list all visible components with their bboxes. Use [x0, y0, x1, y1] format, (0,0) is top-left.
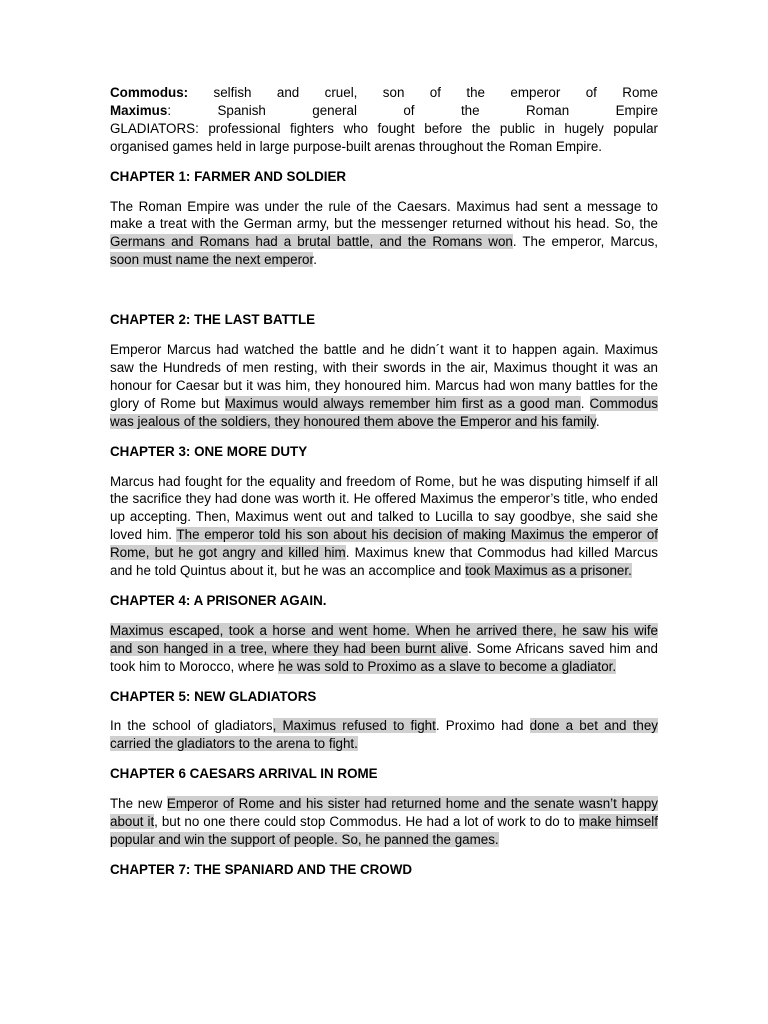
paragraph-text: . The emperor, Marcus,: [512, 234, 658, 250]
paragraph-text: Marcus had fought for the equality and freedom of Rome, but he was disputing himself if all the sacrifice they had done was worth it. He offered Maximus the emperor’s title, who ended up accepting. Then, Maximus went out and talked to Lucilla to say goodbye, she said she loved him.: [110, 473, 658, 543]
chapter-heading: CHAPTER 3: ONE MORE DUTY: [110, 443, 308, 459]
chapter-paragraph: [110, 473, 658, 580]
definition-commodus-text: selfish and cruel, son of the emperor of Rome: [188, 85, 658, 100]
highlighted-text: make himself popular and win the support of people. So, he panned the games.: [110, 814, 658, 847]
paragraph-text: , but no one there could stop Commodus. He had a lot of work to do to: [154, 814, 579, 830]
highlighted-text: soon must name the next emperor: [110, 252, 314, 268]
paragraph-text: .: [595, 413, 600, 429]
paragraph-text: . Proximo had: [435, 718, 530, 734]
chapter-paragraph: [110, 717, 658, 753]
definition-maximus: [110, 102, 658, 120]
chapter-heading: CHAPTER 5: NEW GLADIATORS: [110, 688, 317, 704]
paragraph-text: In the school of gladiators: [110, 718, 273, 734]
highlighted-text: Emperor of Rome and his sister had returned home and the senate wasn’t happy about it: [110, 796, 658, 830]
highlighted-text: he was sold to Proximo as a slave to become a gladiator.: [278, 658, 617, 674]
paragraph-text: The new: [110, 796, 167, 812]
chapter-paragraph: [110, 795, 658, 849]
highlighted-text: Maximus would always remember him first as a good man: [224, 395, 581, 411]
paragraph-text: The Roman Empire was under the rule of the Caesars. Maximus had sent a message to make a treat with the German army, but the messenger returned without his head. So, the: [110, 198, 658, 232]
highlighted-text: Germans and Romans had a brutal battle, and the Romans won: [110, 234, 513, 250]
chapter-heading: CHAPTER 2: THE LAST BATTLE: [110, 312, 316, 328]
definition-gladiators: GLADIATORS: professional fighters who fought before the public in hugely popular organised games held in large purpose-built arenas throughout the Roman Empire.: [110, 120, 658, 154]
paragraph-text: Emperor Marcus had watched the battle and he didn´t want it to happen again. Maximus saw the Hundreds of men resting, with their swords in the air, Maximus thought it was an honour for Caesar but it was him, they honoured him. Marcus had won many battles for the glory of Rome but: [110, 342, 658, 411]
chapter-paragraph: [110, 198, 658, 270]
definition-maximus-text: : Spanish general of the Roman Empire: [167, 102, 658, 118]
chapter-heading: CHAPTER 4: A PRISONER AGAIN.: [110, 592, 327, 608]
highlighted-text: done a bet and they carried the gladiators to the arena to fight.: [110, 718, 658, 752]
definition-commodus: [110, 84, 658, 102]
paragraph-text: . Some Africans saved him and took him to Morocco, where: [110, 640, 658, 674]
chapter-paragraph: [110, 341, 658, 431]
document-body: [110, 84, 658, 879]
paragraph-text: .: [580, 395, 590, 411]
chapter-heading: CHAPTER 7: THE SPANIARD AND THE CROWD: [110, 861, 413, 877]
chapter-heading: CHAPTER 1: FARMER AND SOLDIER: [110, 168, 347, 184]
highlighted-text: The emperor told his son about his decision of making Maximus the emperor of Rome, but he got angry and killed him: [110, 527, 658, 561]
highlighted-text: Maximus escaped, took a horse and went home. When he arrived there, he saw his wife and son hanged in a tree, where they had been burnt alive: [110, 622, 658, 656]
highlighted-text: Commodus was jealous of the soldiers, they honoured them above the Emperor and his family: [110, 395, 658, 429]
paragraph-text: .: [313, 252, 317, 268]
term-commodus: Commodus:: [110, 85, 189, 100]
chapter-heading: CHAPTER 6 CAESARS ARRIVAL IN ROME: [110, 766, 378, 782]
highlighted-text: , Maximus refused to fight: [272, 718, 436, 734]
term-maximus: Maximus: [110, 102, 168, 118]
chapter-paragraph: [110, 622, 658, 676]
chapters-list: [110, 168, 658, 879]
paragraph-text: . Maximus knew that Commodus had killed Marcus and he told Quintus about it, but he was an accomplice and: [110, 545, 658, 579]
highlighted-text: took Maximus as a prisoner.: [465, 563, 632, 579]
